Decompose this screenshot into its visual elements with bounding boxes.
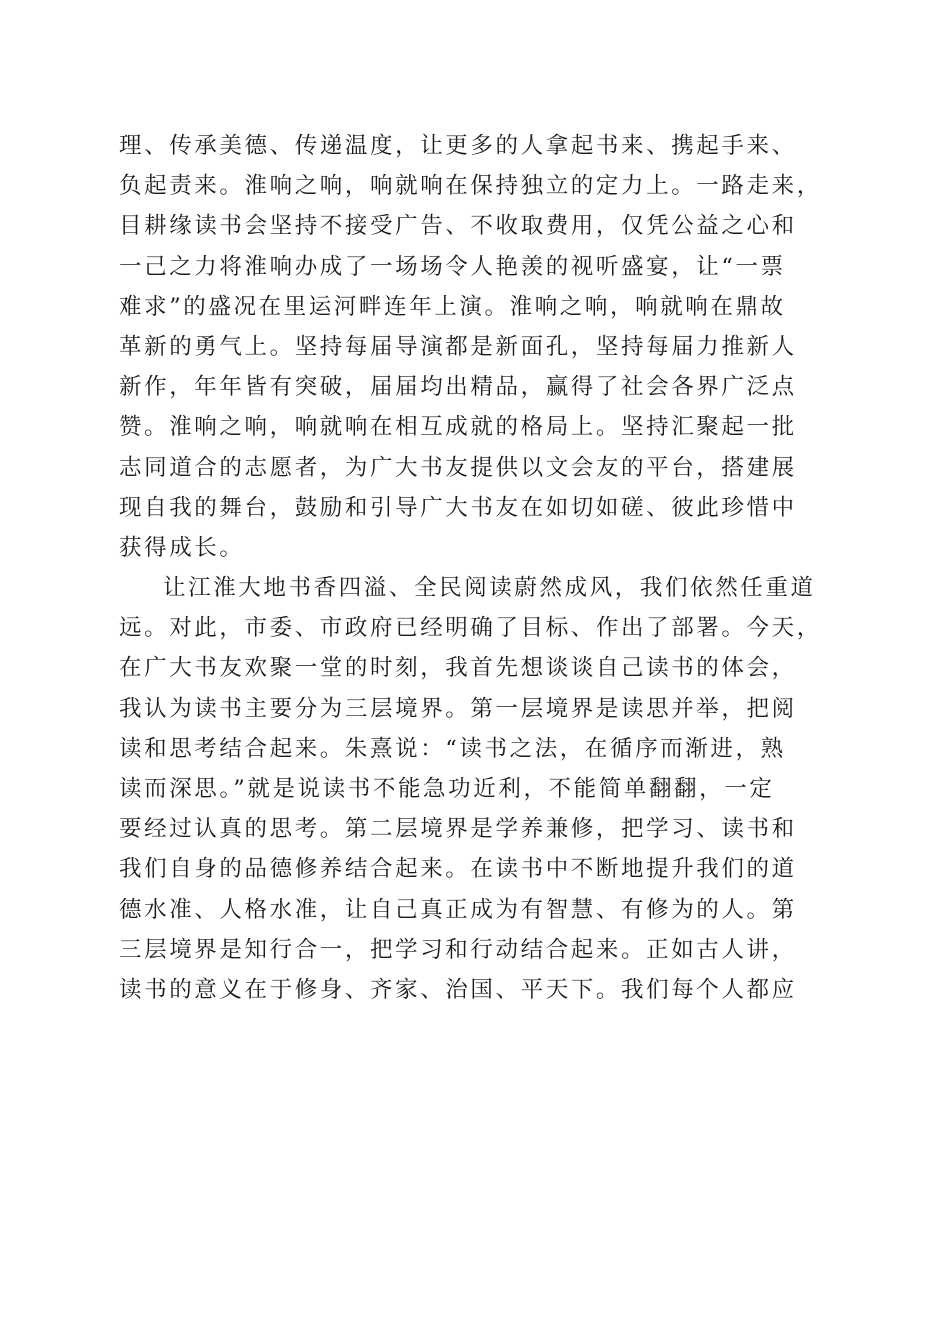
text-line: 新作，年年皆有突破，届届均出精品，赢得了社会各界广泛点 — [119, 374, 797, 401]
text-line: 在广大书友欢聚一堂的时刻，我首先想谈谈自己读书的体会， — [119, 655, 797, 682]
text-line: 难求”的盛况在里运河畔连年上演。淮响之响，响就响在鼎故 — [119, 293, 786, 320]
paragraph-1 — [119, 126, 831, 568]
text-line: 赞。淮响之响，响就响在相互成就的格局上。坚持汇聚起一批 — [119, 414, 797, 441]
text-line: 理、传承美德、传递温度，让更多的人拿起书来、携起手来、 — [119, 133, 797, 159]
text-line: 我认为读书主要分为三层境界。第一层境界是读思并举，把阅 — [119, 695, 797, 722]
text-line: 获得成长。 — [119, 534, 245, 561]
text-line: 志同道合的志愿者，为广大书友提供以文会友的平台，搭建展 — [119, 454, 797, 481]
text-line-first-indented: 让江淮大地书香四溢、全民阅读蔚然成风，我们依然任重道 — [163, 575, 816, 602]
text-line: 一己之力将淮响办成了一场场令人艳羡的视听盛宴，让“一票 — [119, 253, 786, 280]
text-line: 读而深思。”就是说读书不能急功近利，不能简单翻翻，一定 — [119, 776, 775, 802]
text-line: 三层境界是知行合一，把学习和行动结合起来。正如古人讲， — [119, 936, 797, 963]
text-line: 远。对此，市委、市政府已经明确了目标、作出了部署。今天， — [119, 615, 822, 642]
text-line: 要经过认真的思考。第二层境界是学养兼修，把学习、读书和 — [119, 816, 797, 843]
text-line: 负起责来。淮响之响，响就响在保持独立的定力上。一路走来， — [119, 173, 822, 200]
text-line — [119, 1010, 831, 1050]
text-line: 读书的意义在于修身、齐家、治国、平天下。我们每个人都应 — [119, 976, 797, 1003]
text-line: 我们自身的品德修养结合起来。在读书中不断地提升我们的道 — [119, 856, 797, 883]
paragraph-2 — [119, 568, 831, 1050]
text-line: 现自我的舞台，鼓励和引导广大书友在如切如磋、彼此珍惜中 — [119, 494, 797, 521]
text-line: 读和思考结合起来。朱熹说：“读书之法，在循序而渐进，熟 — [119, 735, 786, 762]
text-line: 革新的勇气上。坚持每届导演都是新面孔，坚持每届力推新人 — [119, 333, 797, 360]
text-line: 目耕缘读书会坚持不接受广告、不收取费用，仅凭公益之心和 — [119, 213, 797, 240]
document-body — [119, 126, 831, 1050]
text-line: 德水准、人格水准，让自己真正成为有智慧、有修为的人。第 — [119, 896, 797, 923]
